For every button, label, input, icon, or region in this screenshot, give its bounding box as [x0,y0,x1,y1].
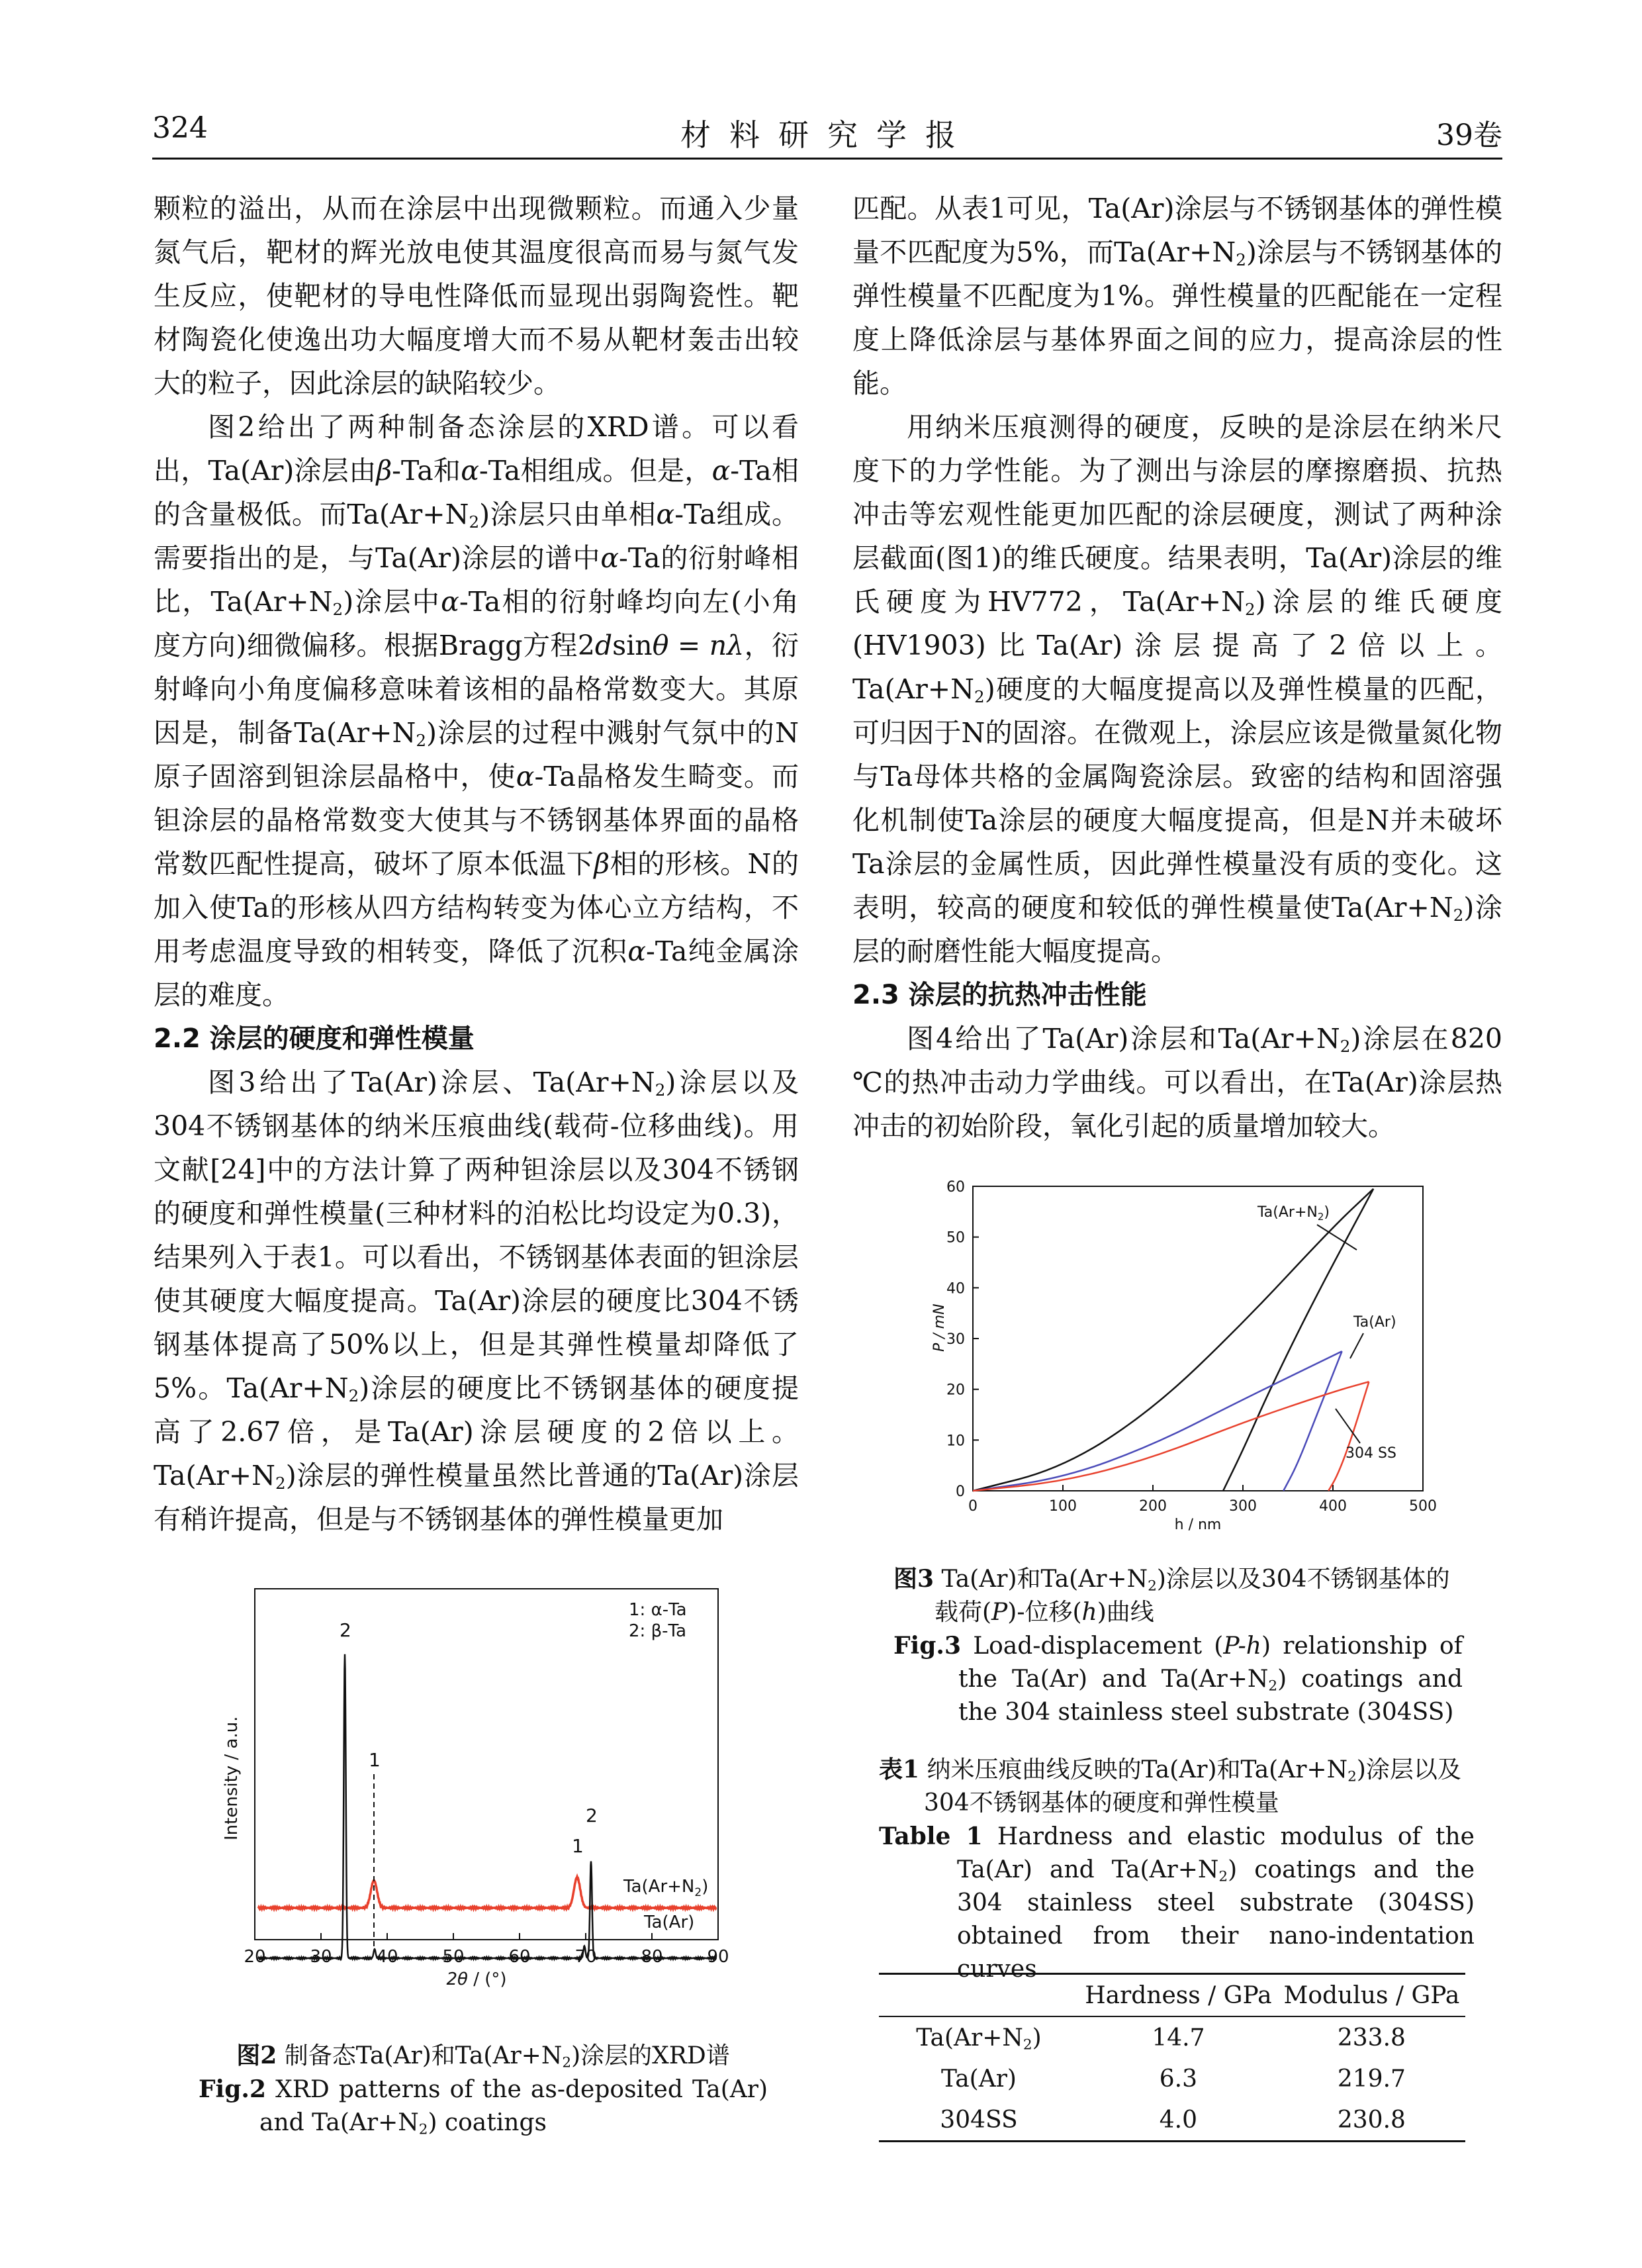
x-tick-label: 30 [310,1947,332,1967]
paragraph: 图4给出了Ta(Ar)涂层和$Ta(Ar+N_2)$涂层在820 ℃的热冲击动力学曲线。可以看出，在Ta(Ar)涂层热冲击的初始阶段，氧化引起的质量增加较大。 [852,1023,1502,1142]
x-tick-label: 40 [376,1947,398,1967]
x-tick-label: 400 [1319,1498,1347,1515]
caption-en: Fig.3 Load-displacement (P-h) relationship of the Ta(Ar) and $Ta(Ar+N_2)$ coatings and the 304 stainless steel substrate (304SS) [893,1632,1463,1726]
table-row [879,2099,1465,2142]
table-cell-material: $Ta(Ar+N_2)$ [916,2024,1042,2053]
table-header [879,1974,1079,2017]
x-tick-label: 100 [1049,1498,1077,1515]
table-cell-modulus: 219.7 [1337,2065,1406,2093]
y-tick-label: 10 [946,1433,965,1450]
legend-alpha: 1: α-Ta [629,1600,687,1620]
table-1-caption [879,1753,1475,1986]
peak-label: 1 [369,1749,381,1771]
y-tick-label: 40 [946,1280,965,1298]
table-row [879,2016,1465,2058]
x-tick-label: 0 [968,1498,978,1515]
table-cell-material: Ta(Ar) [941,2065,1017,2093]
left-column [154,187,799,1541]
x-axis-label: h / nm [1174,1517,1222,1533]
table-header: Modulus / GPa [1278,1974,1465,2017]
table-cell-modulus: 233.8 [1337,2024,1406,2052]
figure-2-caption [199,2039,768,2140]
section-heading-2-2: 2.2 涂层的硬度和弹性模量 [154,1023,475,1054]
y-tick-label: 60 [946,1179,965,1196]
caption-zh: 图2 制备态Ta(Ar)和$Ta(Ar+N_2)$涂层的XRD谱 [236,2042,730,2071]
paragraph: 图3给出了Ta(Ar)涂层、$Ta(Ar+N_2)$涂层以及304不锈钢基体的纳米压痕曲线(载荷-位移曲线)。用文献[24]中的方法计算了两种钽涂层以及304不锈钢的硬度和弹性模量(三种材料的泊松比均设定为0.3)，结果列入于表1。可以看出，不锈钢基体表面的钽涂层使其硬度大幅度提高。Ta(Ar)涂层的硬度比304不锈钢基体提高了50%以上，但是其弹性模量却降低了5%。$Ta(Ar+N_2)$涂层的硬度比不锈钢基体的硬度提高了2.67倍，是Ta(Ar)涂层硬度的2倍以上。$Ta(Ar+N_2)$涂层的弹性模量虽然比普通的Ta(Ar)涂层有稍许提高，但是与不锈钢基体的弹性模量更加 [154,1066,799,1535]
table-header-row [879,1974,1465,2017]
y-tick-label: 30 [946,1331,965,1348]
header-rule [152,158,1502,160]
caption-zh: 图3 Ta(Ar)和$Ta(Ar+N_2)$涂层以及304不锈钢基体的载荷(P)-位移(h)曲线 [893,1565,1450,1626]
table-cell-modulus: 230.8 [1278,2099,1465,2142]
x-tick-label: 20 [244,1947,266,1967]
table-header: Hardness / GPa [1079,1974,1278,2017]
y-axis-label: Intensity / a.u. [222,1716,242,1840]
caption-zh: 表1 纳米压痕曲线反映的Ta(Ar)和$Ta(Ar+N_2)$涂层以及304不锈钢基体的硬度和弹性模量 [879,1756,1461,1817]
series-label-ta-ar-n2: $Ta(Ar+N_2)$ [623,1877,709,1899]
series-label-ta-ar-n2: $Ta(Ar+N_2)$ [1257,1204,1330,1223]
series-label-304ss: 304 SS [1346,1445,1396,1462]
series-label-ta-ar: Ta(Ar) [1353,1314,1396,1331]
xrd-chart [218,1582,748,1993]
y-axis-label: P / mN [931,1303,948,1352]
x-tick-label: 60 [508,1947,531,1967]
section-heading-2-3: 2.3 涂层的抗热冲击性能 [852,980,1147,1010]
journal-title: 材料研究学报 [680,117,974,153]
paragraph: 用纳米压痕测得的硬度，反映的是涂层在纳米尺度下的力学性能。为了测出与涂层的摩擦磨损、抗热冲击等宏观性能更加匹配的涂层硬度，测试了两种涂层截面(图1)的维氏硬度。结果表明，Ta(Ar)涂层的维氏硬度为HV772，$Ta(Ar+N_2)$涂层的维氏硬度(HV1903)比Ta(Ar)涂层提高了2倍以上。$Ta(Ar+N_2)$硬度的大幅度提高以及弹性模量的匹配，可归因于N的固溶。在微观上，涂层应该是微量氮化物与Ta母体共格的金属陶瓷涂层。致密的结构和固溶强化机制使Ta涂层的硬度大幅度提高，但是N并未破坏Ta涂层的金属性质，因此弹性模量没有质的变化。这表明，较高的硬度和较低的弹性模量使$Ta(Ar+N_2)$涂层的耐磨性能大幅度提高。 [852,411,1502,967]
paragraph: 颗粒的溢出，从而在涂层中出现微颗粒。而通入少量氮气后，靶材的辉光放电使其温度很高而易与氮气发生反应，使靶材的导电性降低而显现出弱陶瓷性。靶材陶瓷化使逸出功大幅度增大而不易从靶材轰击出较大的粒子，因此涂层的缺陷较少。 [154,193,799,399]
page-number: 324 [152,111,208,145]
load-displacement-chart [893,1172,1463,1562]
unloading-curve [1283,1351,1342,1491]
loading-curve [973,1189,1373,1491]
table-cell-material: 304SS [879,2099,1079,2142]
right-column [852,187,1502,1148]
volume-label: 39卷 [1436,118,1502,152]
legend-beta: 2: β-Ta [629,1621,687,1641]
paragraph: 图2给出了两种制备态涂层的XRD谱。可以看出，Ta(Ar)涂层由β-Ta和α-Ta相组成。但是，α-Ta相的含量极低。而$Ta(Ar+N_2)$涂层只由单相α-Ta组成。需要指出的是，与Ta(Ar)涂层的谱中α-Ta的衍射峰相比，$Ta(Ar+N_2)$涂层中α-Ta相的衍射峰均向左(小角度方向)细微偏移。根据Bragg方程2dsinθ = nλ，衍射峰向小角度偏移意味着该相的晶格常数变大。其原因是，制备$Ta(Ar+N_2)$涂层的过程中溅射气氛中的N原子固溶到钽涂层晶格中，使α-Ta晶格发生畸变。而钽涂层的晶格常数变大使其与不锈钢基体界面的晶格常数匹配性提高，破坏了原本低温下β相的形核。N的加入使Ta的形核从四方结构转变为体心立方结构，不用考虑温度导致的相转变，降低了沉积α-Ta纯金属涂层的难度。 [154,411,799,1011]
x-tick-label: 80 [641,1947,663,1967]
series-label-ta-ar: Ta(Ar) [644,1913,695,1932]
y-tick-label: 50 [946,1229,965,1247]
running-header [152,106,1502,159]
x-tick-label: 300 [1229,1498,1257,1515]
x-tick-label: 50 [442,1947,465,1967]
table-row [879,2058,1465,2099]
y-tick-label: 0 [956,1484,965,1500]
unloading-curve [1328,1382,1369,1491]
y-tick-label: 20 [946,1382,965,1399]
x-tick-label: 70 [574,1947,597,1967]
x-tick-label: 90 [707,1947,729,1967]
table-cell-hardness: 4.0 [1079,2099,1278,2142]
loading-curve [973,1351,1342,1491]
caption-en: Table 1 Hardness and elastic modulus of the Ta(Ar) and $Ta(Ar+N_2)$ coatings and the 304 stainless steel substrate (304SS) obtained from their nano-indentation curves [879,1822,1475,1983]
peak-label: 2 [340,1619,351,1641]
table-1 [879,1973,1465,2142]
x-axis-label: 2θ / (°) [446,1969,507,1989]
x-tick-label: 500 [1409,1498,1437,1515]
x-tick-label: 200 [1139,1498,1167,1515]
table-cell-hardness: 14.7 [1152,2024,1205,2052]
caption-en: Fig.2 XRD patterns of the as-deposited Ta(Ar) and $Ta(Ar+N_2)$ coatings [199,2075,768,2138]
table-cell-hardness: 6.3 [1159,2065,1198,2093]
peak-label: 1 [572,1835,584,1857]
paragraph: 匹配。从表1可见，Ta(Ar)涂层与不锈钢基体的弹性模量不匹配度为5%，而$Ta(Ar+N_2)$涂层与不锈钢基体的弹性模量不匹配度为1%。弹性模量的匹配能在一定程度上降低涂层与基体界面之间的应力，提高涂层的性能。 [852,193,1502,399]
figure-3-caption [893,1562,1463,1729]
peak-label: 2 [586,1805,598,1826]
